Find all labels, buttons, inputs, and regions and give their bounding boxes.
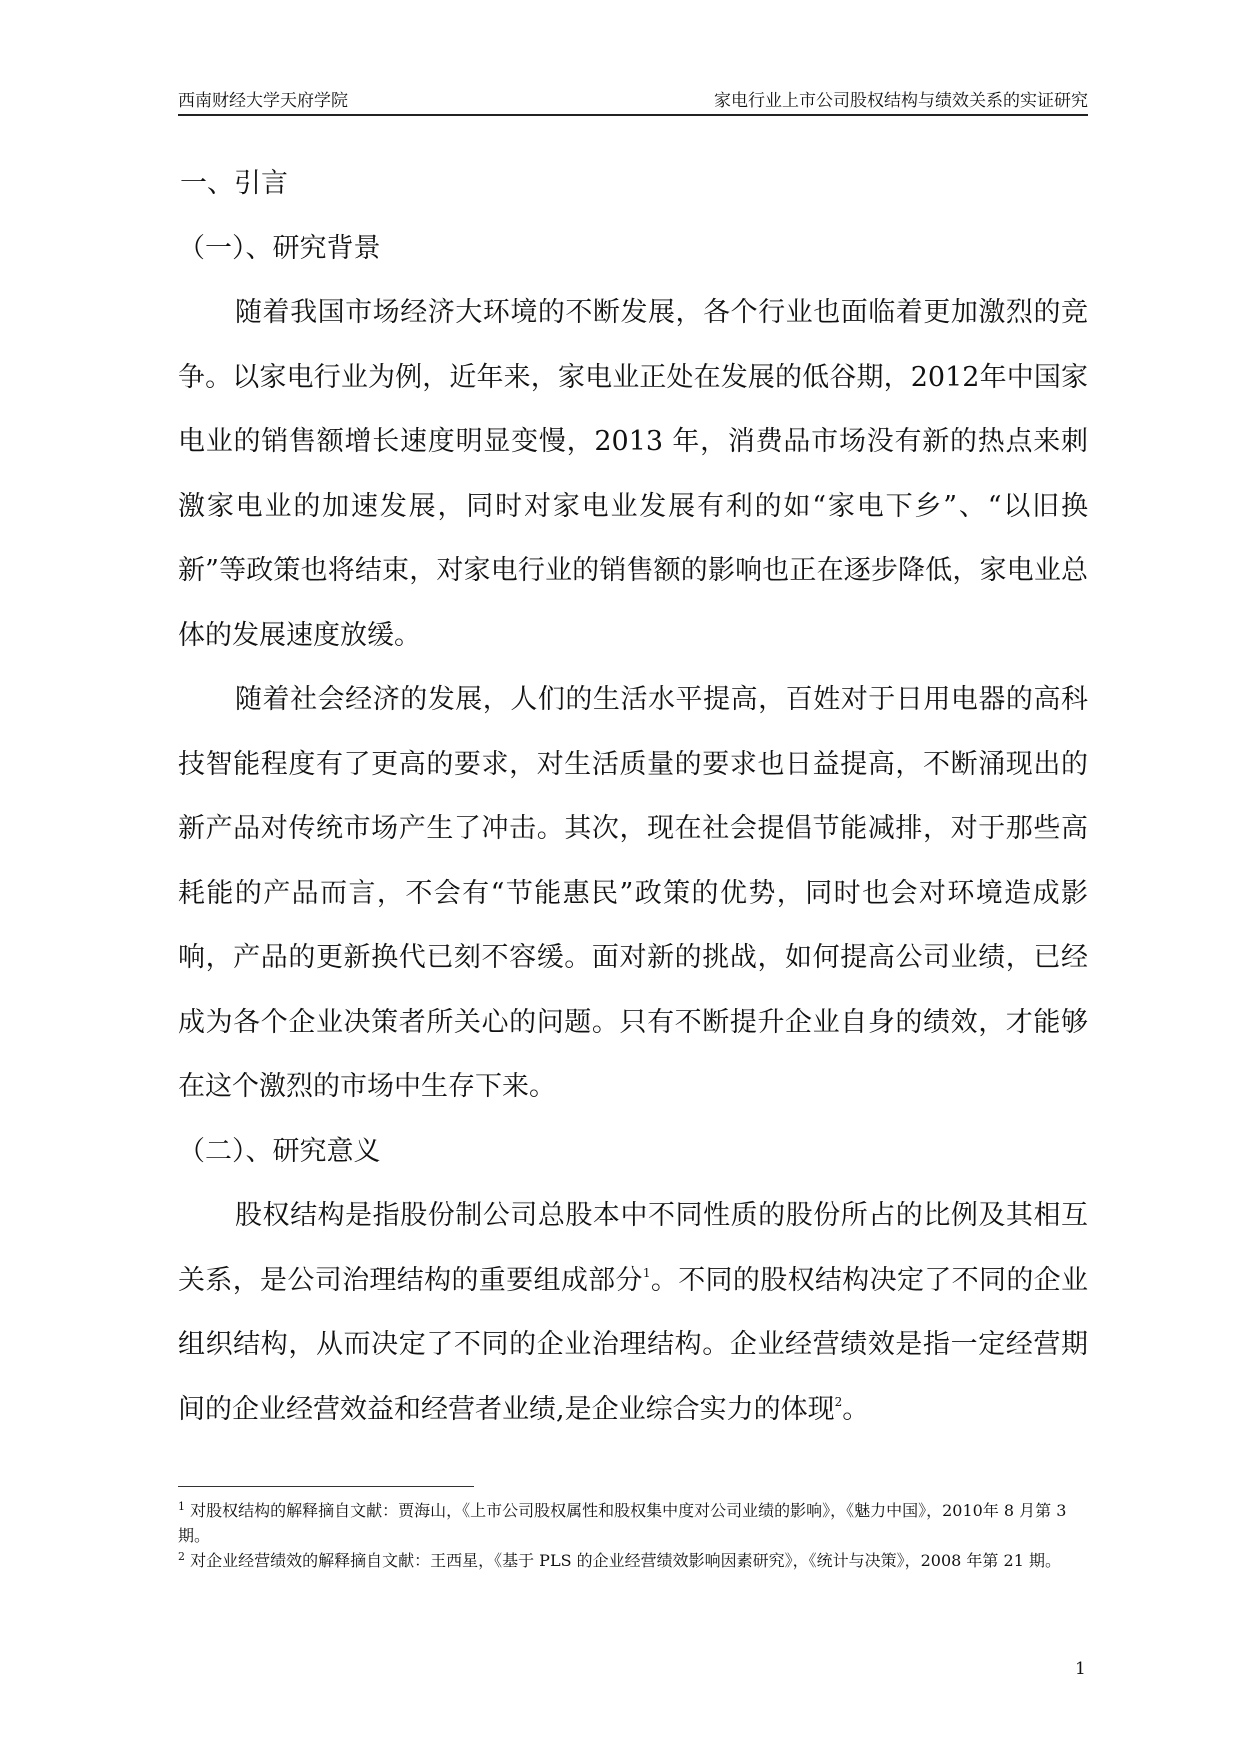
section-heading-introduction: 一、引言	[180, 168, 288, 199]
footnote-separator	[178, 1486, 474, 1487]
paragraph-background-1: 随着我国市场经济大环境的不断发展，各个行业也面临着更加激烈的竞争。以家电行业为例，近年来，家电业正处在发展的低谷期，2012年中国家电业的销售额增长速度明显变慢，2013 年，消费品市场没有新的热点来刺激家电业的加速发展，同时对家电业发展有利的如“家电下乡”、“以旧换新”等政策也将结束，对家电行业的销售额的影响也正在逐步降低，家电业总体的发展速度放缓。	[178, 297, 1088, 651]
footnote-reference-2: 2	[834, 1394, 843, 1409]
footnote-mark-1: 1	[178, 1500, 185, 1513]
footnote-mark-2: 2	[178, 1550, 185, 1563]
footnote-reference-1: 1	[642, 1265, 651, 1280]
subsection-heading-background: （一）、研究背景	[178, 232, 381, 264]
paragraph-significance-1	[178, 1184, 1088, 1442]
paragraph-text-part: 。不同的股权结构决定了不同的企业组织结构，从而决定了不同的企业治理结构。企业经营绩效是指一定经营期间的企业经营效益和经营者业绩,是企业综合实力的体现	[178, 1264, 1089, 1425]
header-institution: 西南财经大学天府学院	[178, 91, 348, 111]
footnote-2	[178, 1548, 1088, 1573]
footnote-text-2: 对企业经营绩效的解释摘自文献：王西星，《基于 PLS 的企业经营绩效影响因素研究》，《统计与决策》，2008 年第 21 期。	[190, 1551, 1061, 1570]
footnote-text-1: 对股权结构的解释摘自文献：贾海山，《上市公司股权属性和股权集中度对公司业绩的影响》，《魅力中国》，2010年 8 月第 3 期。	[178, 1501, 1067, 1545]
paragraph-text-part: 股权结构是指股份制公司总股本中不同性质的股份所占的比例及其相互关系，是公司治理结构的重要组成部分	[178, 1200, 1088, 1296]
page-header	[178, 88, 1088, 116]
page-number: 1	[1075, 1659, 1086, 1679]
footnotes	[178, 1498, 1088, 1573]
paragraph-background-2: 随着社会经济的发展，人们的生活水平提高，百姓对于日用电器的高科技智能程度有了更高的要求，对生活质量的要求也日益提高，不断涌现出的新产品对传统市场产生了冲击。其次，现在社会提倡节能减排，对于那些高耗能的产品而言，不会有“节能惠民”政策的优势，同时也会对环境造成影响，产品的更新换代已刻不容缓。面对新的挑战，如何提高公司业绩，已经成为各个企业决策者所关心的问题。只有不断提升企业自身的绩效，才能够在这个激烈的市场中生存下来。	[178, 684, 1088, 1102]
paragraph-text-part: 。	[842, 1393, 870, 1425]
header-thesis-title: 家电行业上市公司股权结构与绩效关系的实证研究	[714, 91, 1088, 111]
footnote-1	[178, 1498, 1088, 1548]
subsection-heading-significance: （二）、研究意义	[178, 1135, 381, 1167]
document-body	[178, 152, 1088, 1442]
